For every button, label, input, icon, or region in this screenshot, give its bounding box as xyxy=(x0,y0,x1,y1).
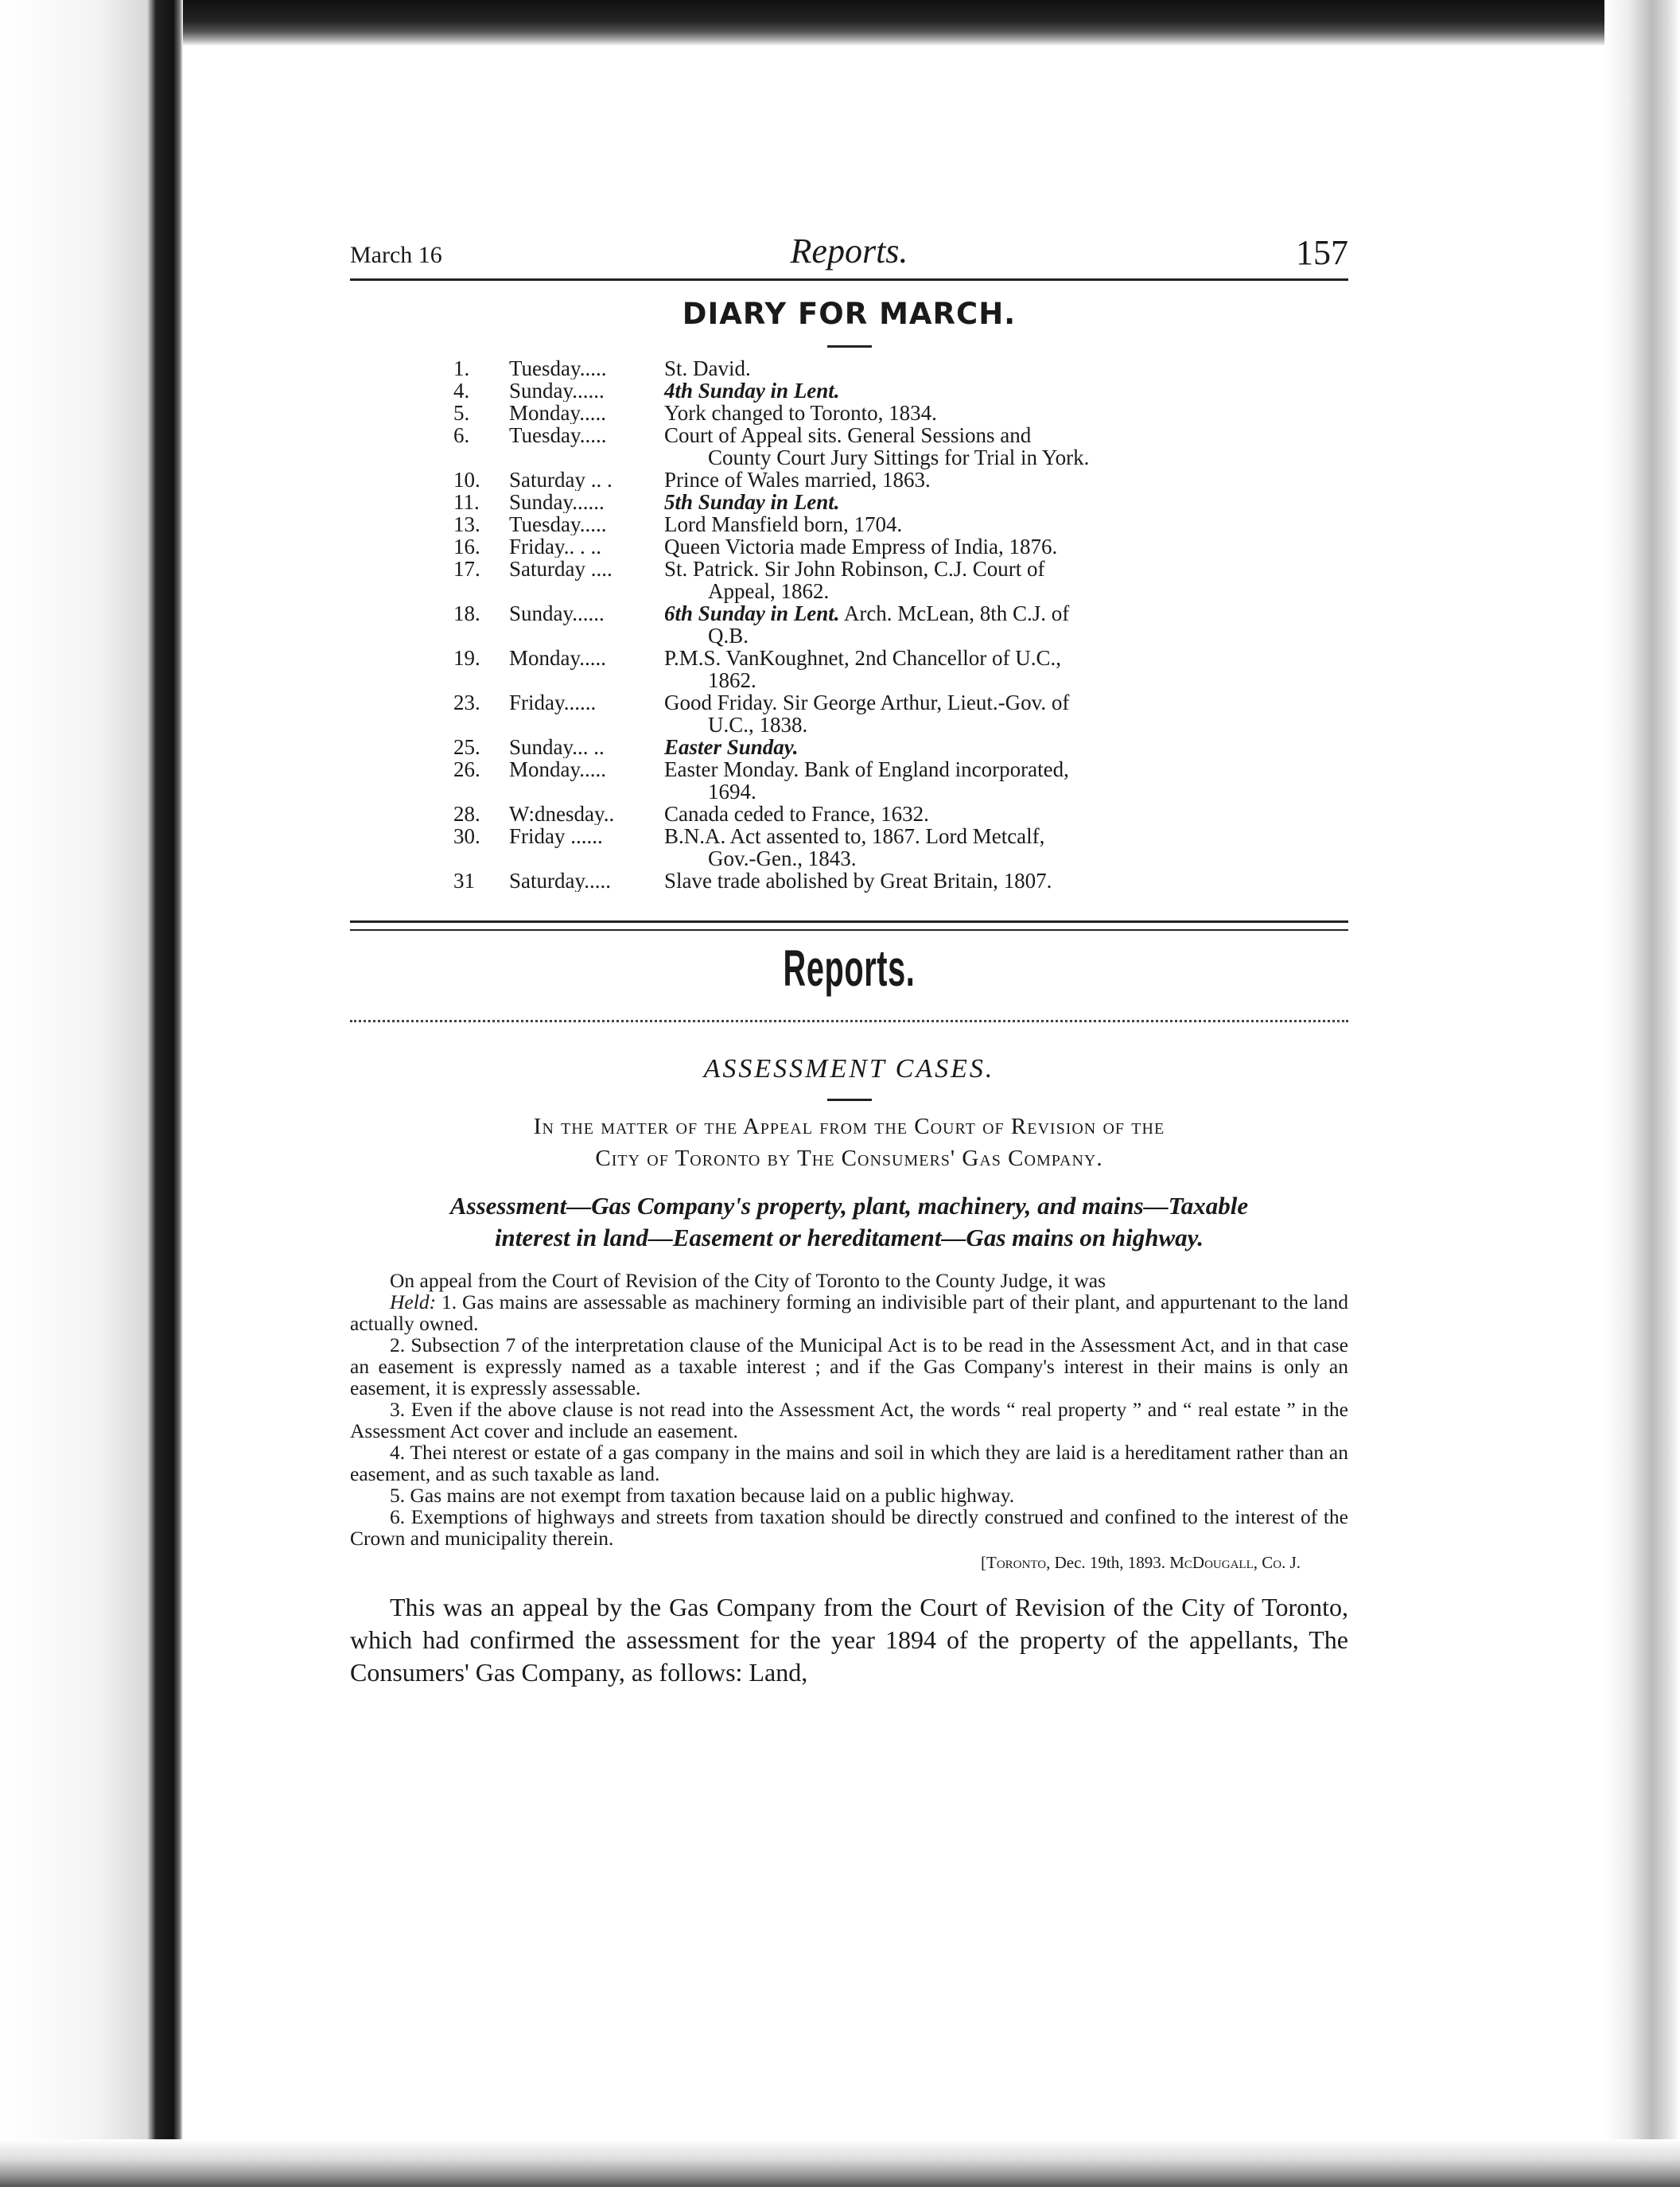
diary-entry-weekday: Saturday..... xyxy=(509,870,611,892)
holding-paragraph: 6. Exemptions of highways and streets from taxation should be directly construed and confined to the interest of the Crown and municipality therein. xyxy=(350,1505,1348,1550)
scan-border-top xyxy=(0,0,1680,46)
page-content xyxy=(350,231,1348,1689)
diary-entry-event-text: Queen Victoria made Empress of India, 1876. xyxy=(664,535,1058,558)
diary-entry-event-text: P.M.S. VanKoughnet, 2nd Chancellor of U.C., xyxy=(664,646,1061,670)
diary-entry-event xyxy=(664,602,1273,647)
diary-entry-weekday: Monday..... xyxy=(509,758,606,781)
diary-entry-weekday: Saturday .... xyxy=(509,558,612,581)
running-head xyxy=(350,231,1348,281)
holding-paragraph: 4. Thei nterest or estate of a gas company in the mains and soil in which they are laid is a hereditament rather than an easement, and as such taxable as land. xyxy=(350,1441,1348,1485)
diary-entry-weekday: Friday.. . .. xyxy=(509,535,601,558)
held-label: Held: xyxy=(390,1290,437,1313)
diary-entry-continuation: County Court Jury Sittings for Trial in York. xyxy=(708,446,1090,469)
diary-entry-date: 4. xyxy=(453,379,470,403)
diary-entry-weekday: Saturday .. . xyxy=(509,469,612,491)
diary-entry xyxy=(453,736,1273,758)
diary-entry xyxy=(453,513,1273,535)
diary-entry-weekday: Monday..... xyxy=(509,647,606,670)
diary-entry xyxy=(453,424,1273,469)
holding-section xyxy=(350,1270,1348,1574)
citation-date: Dec. 19th, 1893. xyxy=(1050,1553,1170,1572)
diary-entry-event-text: Easter Monday. Bank of England incorporated, xyxy=(664,757,1069,781)
diary-entry-weekday: Monday..... xyxy=(509,402,606,424)
headnote-line: Assessment—Gas Company's property, plant, machinery, and mains—Taxable xyxy=(449,1192,1249,1220)
diary-entry xyxy=(453,357,1273,379)
diary-entry-event xyxy=(664,647,1273,691)
diary-entry-date: 5. xyxy=(453,401,470,425)
diary-entry xyxy=(453,491,1273,513)
diary-entry-date: 19. xyxy=(453,646,480,670)
diary-entry-weekday: Sunday... .. xyxy=(509,736,605,758)
diary-entry-event-text: Lord Mansfield born, 1704. xyxy=(664,512,903,536)
diary-entry-event xyxy=(664,558,1273,602)
scan-border-left xyxy=(0,0,183,2187)
diary-entry-event xyxy=(664,691,1273,736)
citation-place: [Toronto, xyxy=(981,1553,1051,1572)
diary-entry-continuation: U.C., 1838. xyxy=(708,713,808,737)
short-rule xyxy=(827,1099,872,1101)
holding-paragraph: 2. Subsection 7 of the interpretation clause of the Municipal Act is to be read in the Assessment Act, and in that case an easement is expressly named as a taxable interest ; and if the Gas Company's interest in their mains is only an easement, it is expressly assessable. xyxy=(350,1333,1348,1399)
case-title xyxy=(350,1111,1348,1174)
case-title-line: City of Toronto by The Consumers' Gas Company. xyxy=(595,1146,1103,1171)
diary-entry xyxy=(453,469,1273,491)
diary-entry-event-text: St. Patrick. Sir John Robinson, C.J. Court of xyxy=(664,557,1045,581)
diary-entry-event-text: Good Friday. Sir George Arthur, Lieut.-Gov. of xyxy=(664,691,1070,714)
diary-entry-event-text: 4th Sunday in Lent. xyxy=(664,379,840,403)
diary-entry-date: 13. xyxy=(453,512,480,536)
diary-entry xyxy=(453,602,1273,647)
diary-entry-date: 23. xyxy=(453,691,480,714)
diary-entry xyxy=(453,803,1273,825)
diary-entry-event xyxy=(664,469,1273,491)
diary-entry-event xyxy=(664,402,1273,424)
diary-entry-event xyxy=(664,736,1273,758)
diary-entry-event xyxy=(664,357,1273,379)
diary-entry xyxy=(453,558,1273,602)
running-head-title: Reports. xyxy=(790,232,908,270)
holding-paragraph: 3. Even if the above clause is not read into the Assessment Act, the words “ real property ” and “ real estate ” in the Assessment Act cover and include an easement. xyxy=(350,1398,1348,1442)
diary-entry xyxy=(453,825,1273,870)
diary-entry-weekday: Friday ...... xyxy=(509,825,603,848)
judgment-body xyxy=(350,1591,1348,1689)
diary-entry-date: 31 xyxy=(453,869,475,893)
diary-entry xyxy=(453,535,1273,558)
holding-text: 1. Gas mains are assessable as machinery forming an indivisible part of their plant, and appurtenant to the land actually owned. xyxy=(350,1290,1348,1335)
scan-border-bottom xyxy=(0,2139,1680,2187)
diary-entry-date: 18. xyxy=(453,601,480,625)
diary-entry-date: 25. xyxy=(453,735,480,759)
diary-entry-date: 28. xyxy=(453,802,480,826)
diary-entry-event xyxy=(664,491,1273,513)
diary-entry-weekday: Sunday...... xyxy=(509,602,605,625)
diary-entry-event xyxy=(664,758,1273,803)
diary-entry-event-text: York changed to Toronto, 1834. xyxy=(664,401,937,425)
body-paragraph: This was an appeal by the Gas Company from the Court of Revision of the City of Toronto, which had confirmed the assessment for the year 1894 of the property of the appellants, The Consumers' Gas Company, as follows: Land, xyxy=(350,1593,1348,1687)
scan-border-right xyxy=(1604,0,1680,2187)
diary-entry-event-text: St. David. xyxy=(664,356,751,380)
holding-paragraph: 5. Gas mains are not exempt from taxation because laid on a public highway. xyxy=(390,1484,1015,1507)
diary-entry-weekday: Sunday...... xyxy=(509,379,605,402)
diary-entry-event xyxy=(664,424,1273,469)
diary-entry xyxy=(453,691,1273,736)
assessment-title: ASSESSMENT CASES. xyxy=(703,1054,995,1084)
diary-entry-weekday: Tuesday..... xyxy=(509,424,607,447)
holding-intro: On appeal from the Court of Revision of the City of Toronto to the County Judge, it was xyxy=(390,1269,1106,1292)
diary-entry-weekday: W:dnesday.. xyxy=(509,803,615,825)
case-citation xyxy=(350,1552,1348,1574)
diary-entry-event xyxy=(664,803,1273,825)
diary-entry-event-text: B.N.A. Act assented to, 1867. Lord Metcalf, xyxy=(664,824,1045,848)
diary-entry-date: 6. xyxy=(453,423,470,447)
diary-title: DIARY FOR MARCH. xyxy=(682,297,1017,331)
headnote-line: interest in land—Easement or hereditament—Gas mains on highway. xyxy=(494,1224,1204,1251)
citation-judge: McDougall, Co. J. xyxy=(1169,1553,1301,1572)
diary-entry-event-text: Court of Appeal sits. General Sessions and xyxy=(664,423,1032,447)
diary-entry-date: 26. xyxy=(453,757,480,781)
diary-entry-event-text: Slave trade abolished by Great Britain, 1807. xyxy=(664,869,1052,893)
diary-entry-event xyxy=(664,379,1273,402)
diary-entry-event-text: Prince of Wales married, 1863. xyxy=(664,468,931,492)
diary-entry-date: 30. xyxy=(453,824,480,848)
running-head-date: March 16 xyxy=(350,242,442,268)
diary-entry-event xyxy=(664,870,1273,892)
diary-entry-event-text: Easter Sunday. xyxy=(664,735,799,759)
diary-entry-date: 16. xyxy=(453,535,480,558)
diary-entry xyxy=(453,379,1273,402)
diary-entry-event-text: Canada ceded to France, 1632. xyxy=(664,802,929,826)
diary-entry-date: 1. xyxy=(453,356,470,380)
diary-entry-event xyxy=(664,513,1273,535)
reports-heading: Reports. xyxy=(783,940,916,997)
short-rule xyxy=(827,345,872,348)
holding-paragraph xyxy=(350,1291,1348,1334)
diary-entry-continuation: Appeal, 1862. xyxy=(708,579,830,603)
dotted-rule xyxy=(350,1020,1348,1022)
headnote xyxy=(350,1190,1348,1254)
diary-entry-event-text: 6th Sunday in Lent. xyxy=(664,601,840,625)
page-number: 157 xyxy=(1296,233,1348,272)
diary-entry xyxy=(453,758,1273,803)
diary-entry xyxy=(453,402,1273,424)
diary-entry-weekday: Sunday...... xyxy=(509,491,605,513)
diary-entry-continuation: 1862. xyxy=(708,668,756,692)
diary-entry-weekday: Friday...... xyxy=(509,691,597,714)
diary-entry-continuation: Gov.-Gen., 1843. xyxy=(708,846,857,870)
diary-entry-event xyxy=(664,535,1273,558)
diary-entry-event-text: Arch. McLean, 8th C.J. of xyxy=(839,601,1070,625)
diary-entry xyxy=(453,870,1273,892)
diary-entry-event xyxy=(664,825,1273,870)
diary-entry-date: 17. xyxy=(453,557,480,581)
diary-entry-weekday: Tuesday..... xyxy=(509,513,607,535)
diary-entry xyxy=(453,647,1273,691)
diary-list xyxy=(453,357,1273,892)
diary-entry-date: 11. xyxy=(453,490,480,514)
double-rule xyxy=(350,920,1348,931)
diary-entry-continuation: 1694. xyxy=(708,780,756,804)
case-title-line: In the matter of the Appeal from the Court of Revision of the xyxy=(533,1114,1165,1139)
diary-entry-weekday: Tuesday..... xyxy=(509,357,607,379)
diary-entry-event-text: 5th Sunday in Lent. xyxy=(664,490,840,514)
diary-entry-date: 10. xyxy=(453,468,480,492)
diary-entry-continuation: Q.B. xyxy=(708,624,749,648)
